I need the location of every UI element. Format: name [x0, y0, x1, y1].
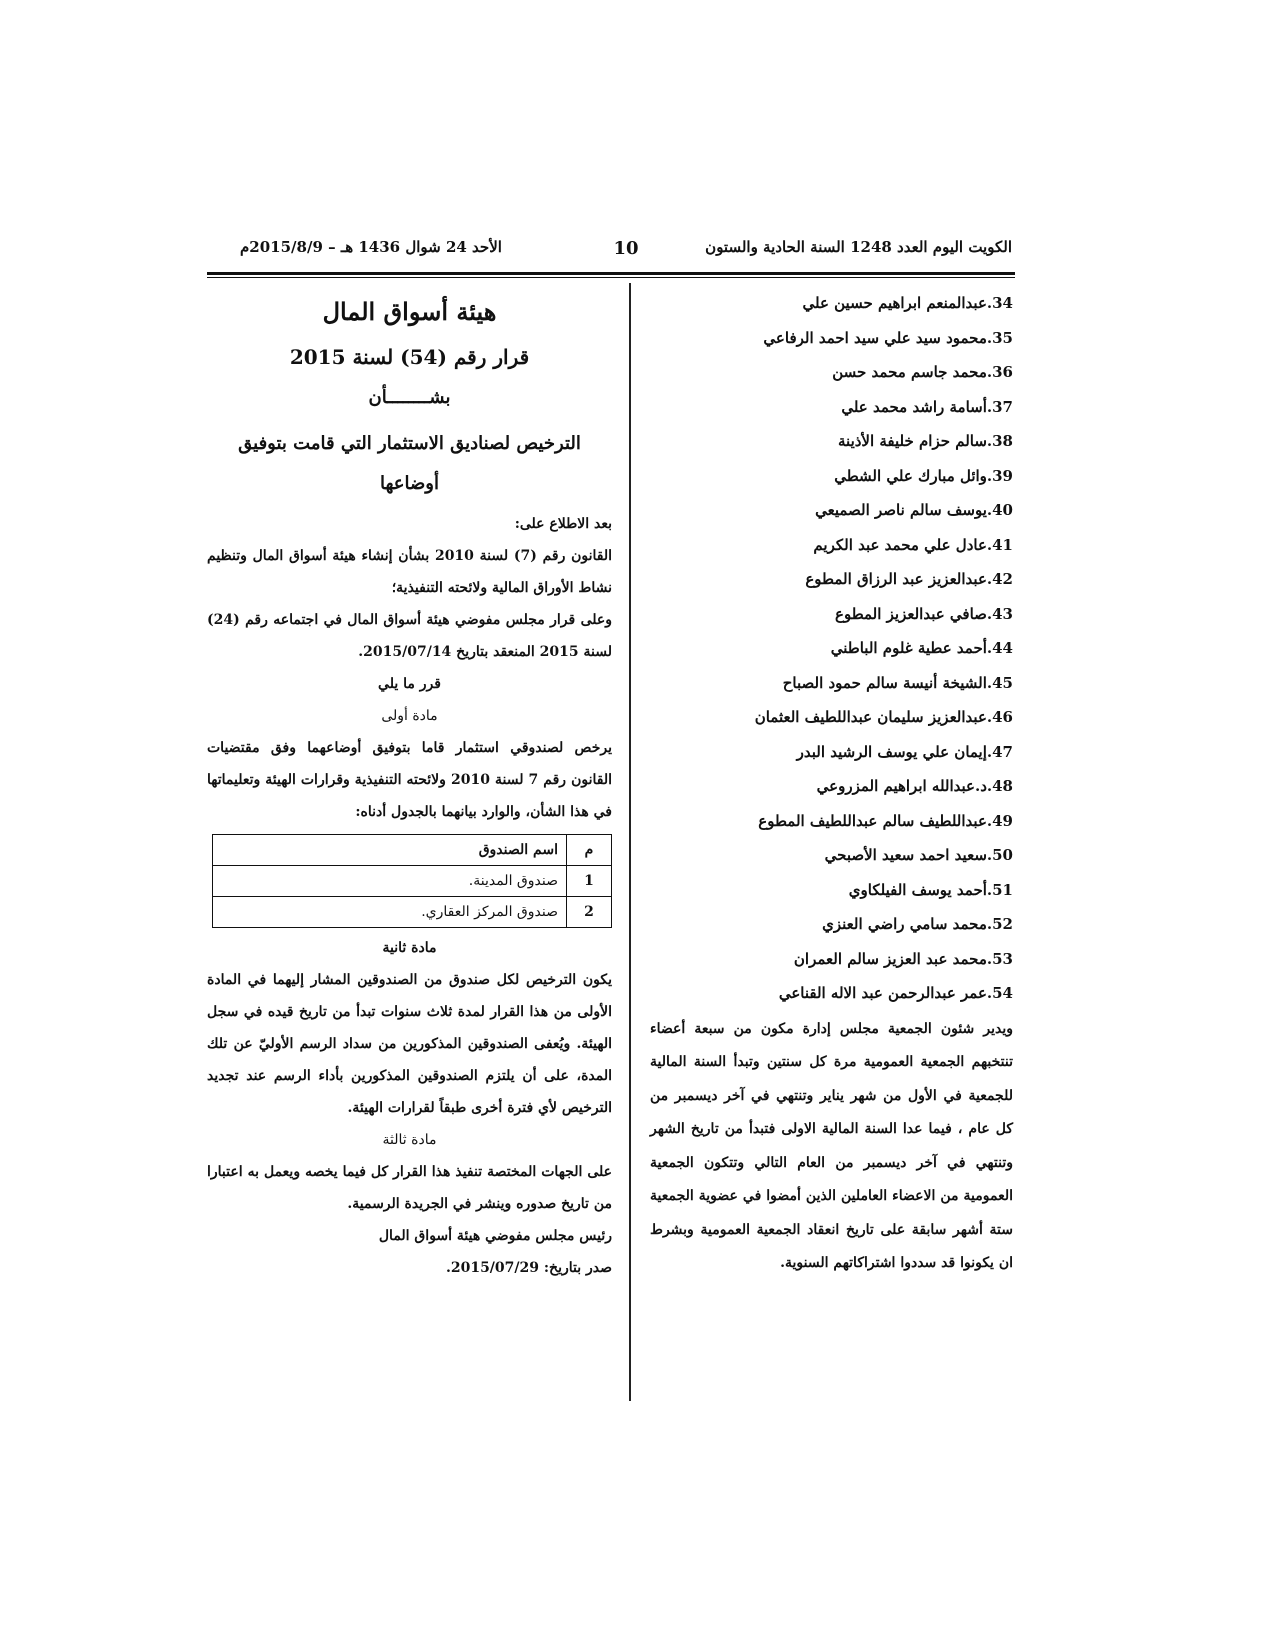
page-header	[240, 238, 1012, 260]
decision-column	[207, 292, 612, 1284]
table-row	[213, 866, 612, 897]
row-number: 2	[567, 897, 612, 928]
article2-text: يكون الترخيص لكل صندوق من الصندوقين المشار إليهما في المادة الأولى من هذا القرار لمدة ثلاث سنوات تبدأ من تاريخ قيده في سجل الهيئة. ويُعفى الصندوقين المذكورين من سداد الرسم الأوليّ عن تلك المدة، على أن يلتزم الصندوقين المذكورين بأداء الرسم عند تجديد الترخيص لأي فترة أخرى طبقاً لقرارات الهيئة.	[207, 972, 612, 1116]
member-list-item: 52.محمد سامي راضي العنزي	[822, 915, 1013, 933]
header-rule-thick	[207, 272, 1015, 275]
law-reference: القانون رقم (7) لسنة 2010 بشأن إنشاء هيئة أسواق المال وتنظيم نشاط الأوراق المالية ولائحته التنفيذية؛	[207, 548, 612, 596]
column-divider	[629, 283, 631, 1401]
member-list-item: 45.الشيخة أنيسة سالم حمود الصباح	[782, 673, 1013, 692]
article1-title: مادة أولى	[381, 708, 438, 724]
member-list-item: 54.عمر عبدالرحمن عبد الاله القناعي	[778, 984, 1013, 1002]
decision-number: قرار رقم (54) لسنة 2015	[289, 345, 530, 369]
article3-text: على الجهات المختصة تنفيذ هذا القرار كل فيما يخصه ويعمل به اعتبارا من تاريخ صدوره وينشر في الجريدة الرسمية.	[207, 1164, 612, 1212]
page-number: 10	[613, 238, 639, 259]
member-list-item: 40.يوسف سالم ناصر الصميعي	[815, 501, 1013, 519]
after-review-label: بعد الاطلاع على:	[514, 516, 612, 532]
member-list-item: 53.محمد عبد العزيز سالم العمران	[793, 949, 1013, 968]
article3-title: مادة ثالثة	[382, 1132, 437, 1148]
member-list-item: 37.أسامة راشد محمد علي	[841, 397, 1013, 416]
decided-label: قرر ما يلي	[378, 676, 441, 692]
association-paragraph: ويدير شئون الجمعية مجلس إدارة مكون من سبعة أعضاء تنتخبهم الجمعية العمومية مرة كل سنتين وتبدأ السنة المالية للجمعية في الأول من شهر يناير وتنتهي في آخر ديسمبر من كل عام ، فيما عدا السنة المالية الاولى فتبدأ من تاريخ الشهر وتنتهي في آخر ديسمبر من العام التالي وتتكون الجمعية العمومية من الاعضاء العاملين الذين أمضوا في عضوية الجمعية ستة أشهر سابقة على تاريخ انعقاد الجمعية العمومية وبشرط ان يكونوا قد سددوا اشتراكاتهم السنوية.	[650, 1020, 1013, 1271]
member-list-item: 49.عبداللطيف سالم عبداللطيف المطوع	[758, 811, 1013, 830]
member-list-item: 39.وائل مبارك علي الشطي	[834, 466, 1013, 485]
member-list-item: 43.صافي عبدالعزيز المطوع	[835, 604, 1013, 623]
gazette-issue: الكويت اليوم العدد 1248 السنة الحادية والستون	[705, 238, 1012, 256]
board-decision: وعلى قرار مجلس مفوضي هيئة أسواق المال في اجتماعه رقم (24) لسنة 2015 المنعقد بتاريخ 2015/07/14.	[207, 612, 612, 660]
authority-title: هيئة أسواق المال	[322, 297, 497, 326]
table-header-row	[213, 835, 612, 866]
member-list-item: 51.أحمد يوسف الفيلكاوي	[848, 880, 1013, 899]
members-list	[650, 286, 1013, 1011]
fund-name: صندوق المدينة.	[213, 866, 567, 897]
concerning-label: بشــــــــأن	[368, 387, 451, 408]
member-list-item: 36.محمد جاسم محمد حسن	[832, 363, 1013, 381]
members-column	[650, 286, 1013, 1281]
member-list-item: 47.إيمان علي يوسف الرشيد البدر	[796, 742, 1013, 761]
table-row	[213, 897, 612, 928]
member-list-item: 44.أحمد عطية غلوم الباطني	[830, 639, 1013, 657]
column-header-number: م	[567, 835, 612, 866]
member-list-item: 41.عادل علي محمد عبد الكريم	[813, 535, 1013, 554]
header-rule-thin	[207, 277, 1015, 278]
fund-name: صندوق المركز العقاري.	[213, 897, 567, 928]
signatory: رئيس مجلس مفوضي هيئة أسواق المال	[378, 1228, 612, 1244]
row-number: 1	[567, 866, 612, 897]
member-list-item: 42.عبدالعزيز عبد الرزاق المطوع	[805, 570, 1013, 588]
article2-title: مادة ثانية	[382, 940, 437, 956]
column-header-fund-name: اسم الصندوق	[213, 835, 567, 866]
member-list-item: 48.د.عبدالله ابراهيم المزروعي	[816, 777, 1013, 795]
issue-date: الأحد 24 شوال 1436 هـ – 2015/8/9م	[240, 238, 502, 256]
member-list-item: 34.عبدالمنعم ابراهيم حسين علي	[802, 294, 1013, 312]
issue-date-line: صدر بتاريخ: 2015/07/29.	[445, 1260, 612, 1276]
member-list-item: 46.عبدالعزيز سليمان عبداللطيف العثمان	[754, 708, 1013, 726]
member-list-item: 38.سالم حزام خليفة الأذينة	[838, 432, 1013, 450]
member-list-item: 35.محمود سيد علي سيد احمد الرفاعي	[763, 328, 1013, 347]
article1-text: يرخص لصندوقي استثمار قاما بتوفيق أوضاعهما وفق مقتضيات القانون رقم 7 لسنة 2010 ولائحته التنفيذية وقرارات الهيئة وتعليماتها في هذا الشأن، والوارد بيانهما بالجدول أدناه:	[207, 740, 613, 820]
member-list-item: 50.سعيد احمد سعيد الأصبحي	[824, 846, 1013, 864]
decision-subject: الترخيص لصناديق الاستثمار التي قامت بتوفيق أوضاعها	[238, 433, 581, 494]
funds-table	[212, 834, 612, 928]
